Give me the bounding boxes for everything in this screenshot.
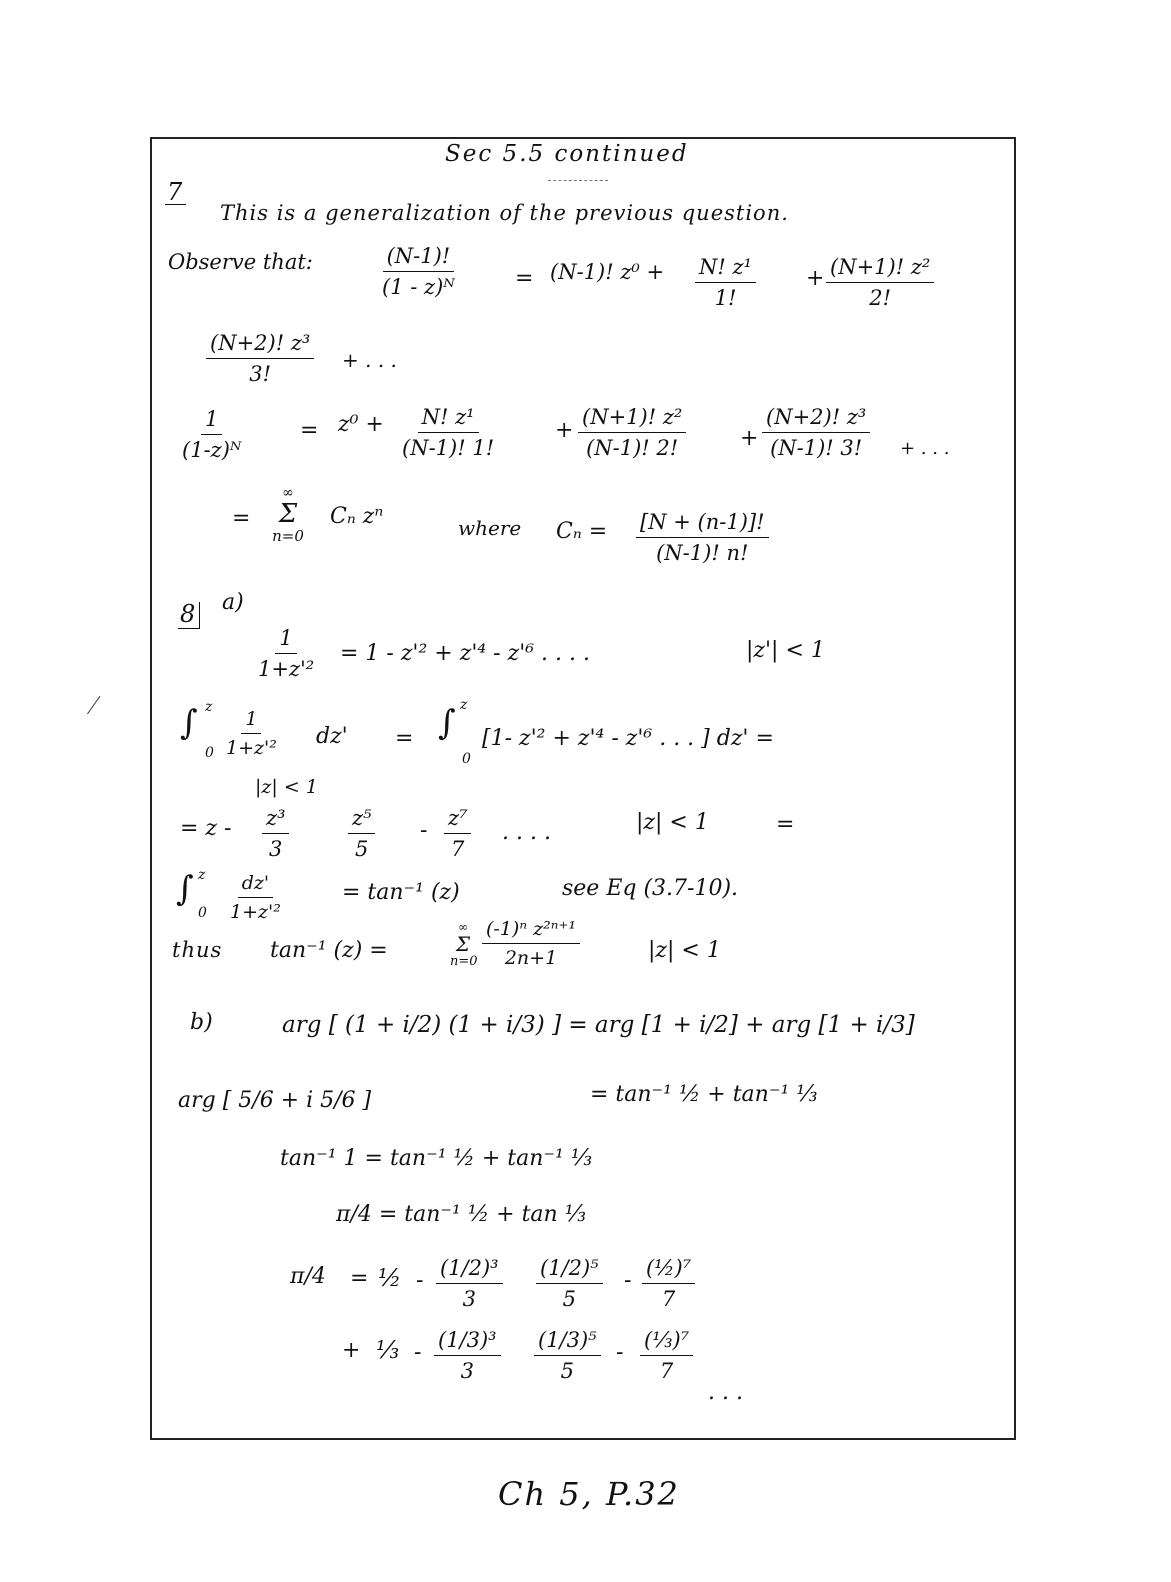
result-term-z3 <box>262 806 289 861</box>
thus-text: thus <box>172 938 223 962</box>
integrand-denominator: 1+z'² <box>226 737 277 759</box>
third-seventh-numerator: (⅓)⁷ <box>640 1328 693 1356</box>
integral-lower-left: 0 <box>205 745 214 761</box>
header-underline <box>548 180 608 181</box>
stray-pen-mark <box>87 696 112 723</box>
sigma-icon: Σ <box>455 932 471 956</box>
lhs-fraction <box>378 244 459 299</box>
half-seventh-term <box>642 1256 695 1311</box>
line2-term-three <box>762 405 870 460</box>
sum-term: Cₙ zⁿ <box>330 504 384 529</box>
sigma-icon: Σ <box>278 499 298 529</box>
half-fifth-numerator: (1/2)⁵ <box>536 1256 603 1284</box>
cn-label: Cₙ = <box>556 519 608 544</box>
result-term-z5 <box>348 806 375 861</box>
result-term-z7 <box>444 806 471 861</box>
half-cubed-term <box>436 1256 503 1311</box>
problem-7-label: 7 <box>165 180 186 205</box>
plus-sign: + <box>342 1338 361 1363</box>
arctan-series-fraction <box>482 918 580 969</box>
plus-sign: + <box>740 426 759 451</box>
z7-numerator: z⁷ <box>444 806 471 834</box>
summation-symbol <box>270 485 306 545</box>
third-cubed-numerator: (1/3)³ <box>434 1328 501 1356</box>
integral-upper-right: z <box>460 697 468 713</box>
integrand-numerator: 1 <box>241 708 261 734</box>
arctan-series-numerator: (-1)ⁿ z²ⁿ⁺¹ <box>482 918 580 944</box>
cn-fraction <box>636 510 769 565</box>
reciprocal-denominator: (1-z)ᴺ <box>182 438 242 462</box>
part-b-label: b) <box>190 1010 213 1035</box>
arg-sum-rhs: = tan⁻¹ ½ + tan⁻¹ ⅓ <box>590 1082 818 1107</box>
term-three-fraction <box>206 331 314 386</box>
arg-sum-lhs: arg [ 5/6 + i 5/6 ] <box>178 1088 372 1113</box>
arg-product-equation: arg [ (1 + i/2) (1 + i/3) ] = arg [1 + i/2] + arg [1 + i/3] <box>282 1012 915 1038</box>
third-fifth-numerator: (1/3)⁵ <box>534 1328 601 1356</box>
integral-lower-arctan: 0 <box>198 905 207 921</box>
lhs-numerator: (N-1)! <box>383 244 455 272</box>
line2-term-two-numerator: (N+1)! z² <box>578 405 686 433</box>
series-ellipsis: + . . . <box>342 348 397 372</box>
result-ellipsis: . . . . <box>502 820 551 845</box>
arctan-sum-lower: n=0 <box>450 954 478 969</box>
line2-term-two <box>578 405 686 460</box>
integral-sign-arctan: ∫ <box>176 869 194 909</box>
equation-reference: see Eq (3.7-10). <box>562 876 739 901</box>
page-header: Sec 5.5 continued <box>445 141 689 167</box>
reciprocal-numerator: 1 <box>201 407 222 435</box>
arctan-integrand <box>226 872 285 923</box>
line2-term-one <box>398 405 498 460</box>
term-three-denominator: 3! <box>249 362 272 386</box>
one-third: ⅓ <box>376 1336 400 1364</box>
term-one-fraction <box>695 255 756 310</box>
integral-condition: |z| < 1 <box>255 776 318 798</box>
plus-sign: + <box>806 266 825 291</box>
half-seventh-numerator: (½)⁷ <box>642 1256 695 1284</box>
integrand-dz: dz' <box>316 724 348 749</box>
third-cubed-denominator: 3 <box>460 1359 474 1383</box>
third-fifth-denominator: 5 <box>560 1359 574 1383</box>
third-seventh-term <box>640 1328 693 1383</box>
half-cubed-denominator: 3 <box>462 1287 476 1311</box>
equals-sign: = <box>300 418 319 443</box>
pi-over-four-identity: π/4 = tan⁻¹ ½ + tan ⅓ <box>336 1202 587 1227</box>
series-a1-denominator: 1+z'² <box>258 657 315 681</box>
integral-lower-right: 0 <box>462 751 471 767</box>
result-condition: |z| < 1 <box>636 810 709 835</box>
part-a-label: a) <box>222 590 244 615</box>
geometric-series: = 1 - z'² + z'⁴ - z'⁶ . . . . <box>340 641 591 666</box>
problem-7-intro: This is a generalization of the previous question. <box>220 201 789 225</box>
third-cubed-term <box>434 1328 501 1383</box>
series-result-lead: = z - <box>180 816 232 841</box>
arctan-one-identity: tan⁻¹ 1 = tan⁻¹ ½ + tan⁻¹ ⅓ <box>280 1146 593 1171</box>
equals-sign: = <box>395 726 414 751</box>
line2-term-three-denominator: (N-1)! 3! <box>770 436 863 460</box>
equals-sign: = <box>776 812 795 837</box>
half-seventh-denominator: 7 <box>661 1287 676 1311</box>
half-fifth-denominator: 5 <box>562 1287 576 1311</box>
z5-denominator: 5 <box>355 837 369 861</box>
term-one-denominator: 1! <box>714 286 737 310</box>
arctan-integrand-numerator: dz' <box>238 872 273 898</box>
sum-upper-limit: ∞ <box>282 485 294 501</box>
lhs-denominator: (1 - z)ᴺ <box>382 275 455 299</box>
integrand-fraction <box>222 708 281 759</box>
integral-sign-right: ∫ <box>438 703 456 743</box>
arctan-series-denominator: 2n+1 <box>504 947 558 969</box>
series-a1-numerator: 1 <box>275 626 296 654</box>
series-a1-fraction <box>254 626 318 681</box>
arctan-summation <box>450 920 476 969</box>
half-fifth-term <box>536 1256 603 1311</box>
arctan-lhs: tan⁻¹ (z) = <box>270 938 388 963</box>
third-seventh-denominator: 7 <box>659 1359 674 1383</box>
arctan-series-condition: |z| < 1 <box>648 938 721 963</box>
series-a1-condition: |z'| < 1 <box>746 638 825 663</box>
line2-term-one-numerator: N! z¹ <box>418 405 479 433</box>
problem-8-label: 8 <box>178 602 200 629</box>
arctan-integrand-denominator: 1+z'² <box>230 901 281 923</box>
reciprocal-fraction <box>178 407 245 462</box>
integrated-series: [1- z'² + z'⁴ - z'⁶ . . . ] dz' = <box>482 726 774 751</box>
third-fifth-term <box>534 1328 601 1383</box>
term-three-numerator: (N+2)! z³ <box>206 331 314 359</box>
cn-denominator: (N-1)! n! <box>656 541 749 565</box>
z7-denominator: 7 <box>451 837 465 861</box>
half-cubed-numerator: (1/2)³ <box>436 1256 503 1284</box>
pi-over-four: π/4 <box>290 1264 326 1289</box>
page-footer: Ch 5, P.32 <box>498 1475 680 1513</box>
equals-sign: = <box>515 266 534 291</box>
term-zero: (N-1)! z⁰ + <box>550 260 665 284</box>
integral-sign-left: ∫ <box>180 703 198 743</box>
integral-upper-arctan: z <box>198 867 206 883</box>
sum-equals: = <box>232 506 251 531</box>
term-one-numerator: N! z¹ <box>695 255 756 283</box>
plus-sign: + <box>555 418 574 443</box>
z3-denominator: 3 <box>269 837 283 861</box>
line2-term-two-denominator: (N-1)! 2! <box>586 436 679 460</box>
arctan-sum-upper: ∞ <box>458 920 468 934</box>
z-zero-term: z⁰ + <box>338 412 384 437</box>
cn-numerator: [N + (n-1)]! <box>636 510 769 538</box>
equals-sign: = <box>350 1266 369 1291</box>
arctan-result: = tan⁻¹ (z) <box>342 880 460 905</box>
line2-term-one-denominator: (N-1)! 1! <box>402 436 495 460</box>
line2-ellipsis: + . . . <box>900 438 950 459</box>
integral-upper-left: z <box>205 699 213 715</box>
term-two-numerator: (N+1)! z² <box>826 255 934 283</box>
one-half: ½ <box>378 1264 402 1292</box>
z5-numerator: z⁵ <box>348 806 375 834</box>
term-two-denominator: 2! <box>869 286 892 310</box>
expansion-ellipsis: . . . <box>708 1380 743 1405</box>
line2-term-three-numerator: (N+2)! z³ <box>762 405 870 433</box>
sum-lower-limit: n=0 <box>272 527 304 545</box>
where-text: where <box>458 516 522 540</box>
observe-text: Observe that: <box>168 250 313 274</box>
term-two-fraction <box>826 255 934 310</box>
z3-numerator: z³ <box>262 806 289 834</box>
